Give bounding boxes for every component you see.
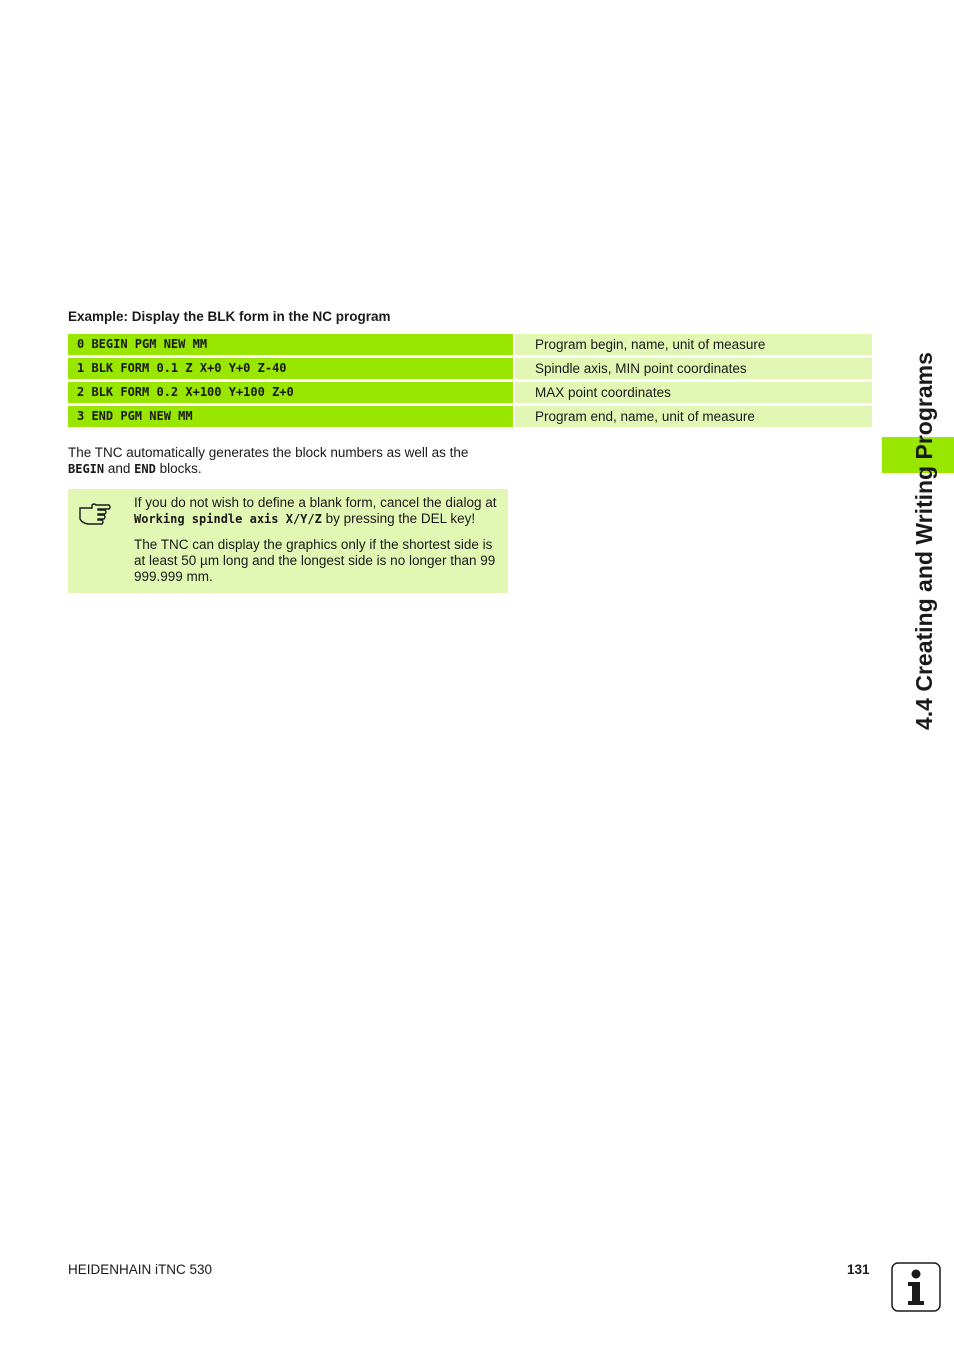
footer-product: HEIDENHAIN iTNC 530 xyxy=(68,1262,213,1277)
pointing-hand-icon xyxy=(78,499,112,525)
info-icon xyxy=(891,1262,941,1312)
chapter-title: 4.4 Creating and Writing Programs xyxy=(911,352,937,730)
dialog-name: Working spindle axis X/Y/Z xyxy=(134,512,322,526)
paragraph-text: The TNC automatically generates the block numbers as well as the xyxy=(68,445,469,460)
table-row xyxy=(68,382,872,403)
table-row xyxy=(68,334,872,355)
code-end: END xyxy=(134,462,156,476)
paragraph-text: blocks. xyxy=(155,461,202,476)
table-row xyxy=(68,406,872,427)
code-cell: 2 BLK FORM 0.2 X+100 Y+100 Z+0 xyxy=(68,382,513,403)
section-heading: Example: Display the BLK form in the NC program xyxy=(68,309,391,324)
description-cell: Spindle axis, MIN point coordinates xyxy=(515,358,872,379)
description-cell: Program begin, name, unit of measure xyxy=(515,334,872,355)
note-paragraph-1: If you do not wish to define a blank form, cancel the dialog at Working spindle axis X/Y/Z by pressing the DEL key! xyxy=(134,495,497,526)
table-row xyxy=(68,358,872,379)
note-paragraph-2: The TNC can display the graphics only if the shortest side is at least 50 µm long and the longest side is no longer than 99 999.999 mm. xyxy=(134,537,496,584)
code-cell: 1 BLK FORM 0.1 Z X+0 Y+0 Z-40 xyxy=(68,358,513,379)
code-cell: 0 BEGIN PGM NEW MM xyxy=(68,334,513,355)
note-box xyxy=(68,489,508,593)
code-begin: BEGIN xyxy=(68,462,105,476)
body-paragraph xyxy=(68,445,508,477)
paragraph-text: and xyxy=(104,461,135,476)
code-cell: 3 END PGM NEW MM xyxy=(68,406,513,427)
description-cell: Program end, name, unit of measure xyxy=(515,406,872,427)
description-cell: MAX point coordinates xyxy=(515,382,872,403)
program-table xyxy=(68,334,872,430)
page-number: 131 xyxy=(847,1262,870,1277)
